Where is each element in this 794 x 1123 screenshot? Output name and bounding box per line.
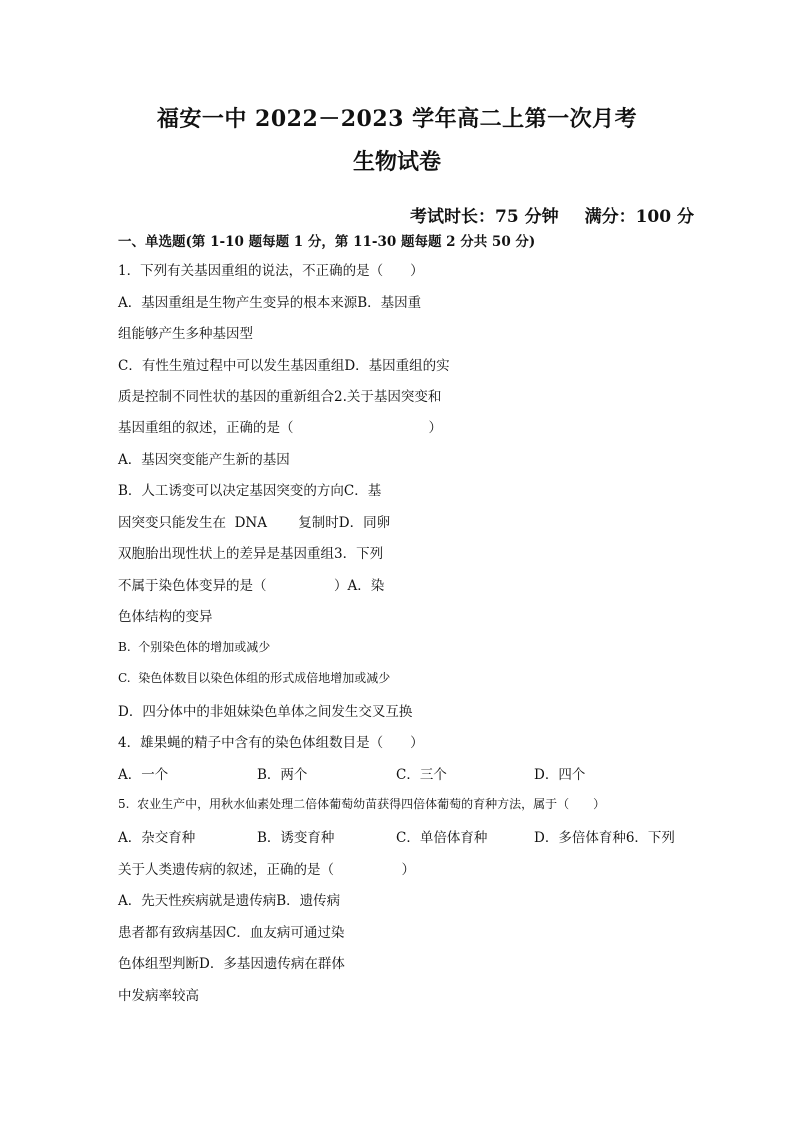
question-line: B. 个别染色体的增加或减少: [118, 640, 271, 654]
question-line: 患者都有致病基因C．血友病可通过染: [118, 925, 345, 941]
question-line: 不属于染色体变异的是（ ）A．染: [118, 578, 385, 594]
question-line: 中发病率较高: [118, 988, 199, 1004]
question-line: 4．雄果蝇的精子中含有的染色体组数目是（ ）: [118, 735, 424, 751]
q4-option-d: D．四个: [534, 767, 586, 783]
exam-subtitle: 生物试卷: [352, 149, 441, 175]
exam-title: 福安一中 2022－2023 学年高二上第一次月考: [156, 106, 638, 132]
question-line: 5. 农业生产中，用秋水仙素处理二倍体葡萄幼苗获得四倍体葡萄的育种方法，属于（ ）: [118, 797, 606, 811]
q5-option-c: C．单倍体育种: [396, 830, 488, 846]
question-line: D．四分体中的非姐妹染色单体之间发生交叉互换: [118, 704, 413, 720]
question-line: 1．下列有关基因重组的说法，不正确的是（ ）: [118, 263, 424, 279]
q4-option-b: B．两个: [257, 767, 308, 783]
question-line: A．先天性疾病就是遗传病B．遗传病: [118, 893, 341, 909]
q4-option-c: C．三个: [396, 767, 447, 783]
exam-score: 满分：100 分: [584, 207, 694, 227]
question-line: 因突变只能发生在 DNA 复制时D．同卵: [118, 515, 391, 531]
question-line: A．基因重组是生物产生变异的根本来源B．基因重: [118, 295, 422, 311]
exam-info: [410, 202, 694, 227]
question-line: 关于人类遗传病的叙述，正确的是（ ）: [118, 862, 415, 878]
question-line: 组能够产生多种基因型: [118, 326, 253, 342]
question-line: 色体结构的变异: [118, 609, 213, 625]
question-line: C．有性生殖过程中可以发生基因重组D．基因重组的实: [118, 358, 450, 374]
question-line: 色体组型判断D．多基因遗传病在群体: [118, 956, 345, 972]
question-line: C. 染色体数目以染色体组的形式成倍地增加或减少: [118, 671, 391, 685]
q5-option-d: D．多倍体育种6．下列: [534, 830, 675, 846]
exam-duration: 考试时长：75 分钟: [410, 207, 559, 227]
question-line: 质是控制不同性状的基因的重新组合2.关于基因突变和: [118, 389, 442, 405]
section-heading: 一、单选题(第 1-10 题每题 1 分，第 11-30 题每题 2 分共 50 分): [118, 234, 536, 250]
q5-option-a: A．杂交育种: [118, 830, 196, 846]
q4-option-a: A．一个: [118, 767, 169, 783]
question-line: 双胞胎出现性状上的差异是基因重组3．下列: [118, 546, 384, 562]
question-line: B．人工诱变可以决定基因突变的方向C．基: [118, 483, 382, 499]
question-line: A．基因突变能产生新的基因: [118, 452, 290, 468]
question-line: 基因重组的叙述，正确的是（ ）: [118, 420, 442, 436]
q5-option-b: B．诱变育种: [257, 830, 335, 846]
